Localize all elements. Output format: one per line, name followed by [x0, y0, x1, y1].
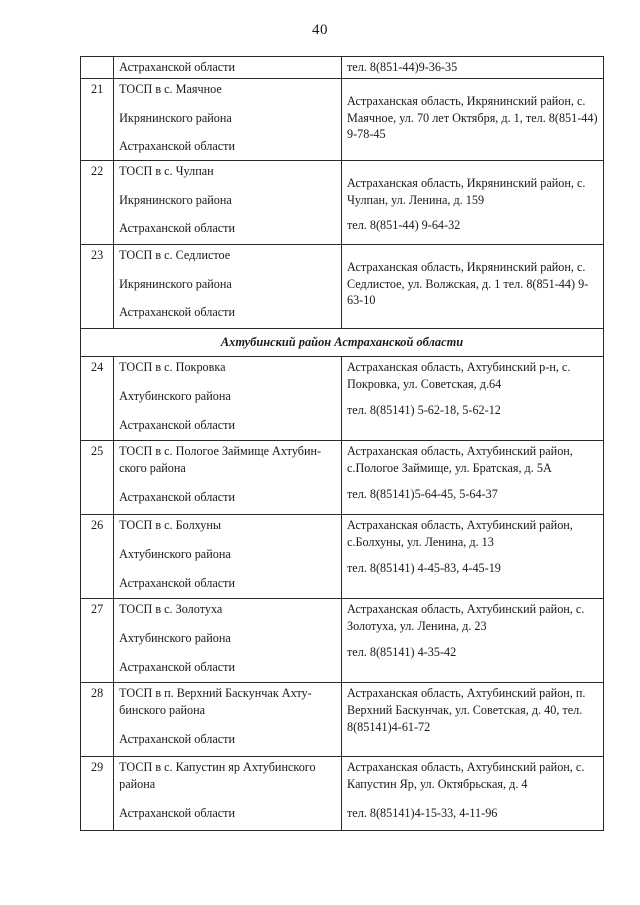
row-name-cell [114, 78, 342, 160]
tosp-registry-table [80, 56, 604, 831]
row-address-cell [341, 440, 603, 514]
row-name-line: Астраханской области [119, 489, 235, 504]
row-address-cell [341, 514, 603, 598]
row-name-cell [114, 598, 342, 682]
row-name-line: Астраханской области [119, 305, 235, 320]
row-phone: тел. 8(85141) 4-45-83, 4-45-19 [346, 560, 501, 575]
table-row [81, 514, 604, 598]
row-name-cell [114, 244, 342, 328]
table-row [81, 682, 604, 756]
page-number: 40 [312, 22, 328, 38]
row-number: 27 [81, 598, 114, 682]
row-name-line: ТОСП в с. Пологое Займище Ахтубин-ского района [119, 443, 322, 475]
row-address: Астраханская область, Ахтубинский район, с. Золотуха, ул. Ленина, д. 23 [346, 601, 585, 633]
table-row [81, 244, 604, 328]
row-phone: тел. 8(851-44) 9-64-32 [346, 218, 461, 233]
row-address: Астраханская область, Ахтубинский район, п. Верхний Баскунчак, ул. Советская, д. 40, тел. 8(85141)4-61-72 [346, 685, 586, 734]
row-name-line: Икрянинского района [119, 192, 232, 207]
row-name-line: ТОСП в с. Покровка [119, 359, 226, 374]
row-address-cell [341, 160, 603, 244]
row-name-cell [114, 682, 342, 756]
row-number: 28 [81, 682, 114, 756]
row-name-cell [114, 356, 342, 440]
row-name-line: ТОСП в с. Золотуха [119, 601, 223, 616]
row-name-line: Ахтубинского района [119, 546, 231, 561]
table-row [81, 160, 604, 244]
row-phone: тел. 8(851-44)9-36-35 [346, 60, 458, 74]
row-phone: тел. 8(85141)4-15-33, 4-11-96 [346, 805, 498, 820]
row-name-line: Астраханской области [119, 139, 235, 154]
row-name-line: Астраханской области [119, 417, 235, 432]
row-name-line: Астраханской области [119, 575, 235, 590]
row-name-cell [114, 440, 342, 514]
row-name-line: Ахтубинского района [119, 388, 231, 403]
row-name-cell [114, 57, 342, 79]
row-address: Астраханская область, Ахтубинский р-н, с. Покровка, ул. Советская, д.64 [346, 359, 571, 391]
row-name-line: Астраханской области [119, 60, 235, 74]
table-row [81, 356, 604, 440]
row-name-line: Икрянинского района [119, 276, 232, 291]
row-number: 26 [81, 514, 114, 598]
table-row [81, 598, 604, 682]
row-address-cell [341, 682, 603, 756]
row-name-line: Астраханской области [119, 731, 235, 746]
row-name-line: ТОСП в с. Капустин яр Ахтубинского района [119, 759, 316, 791]
row-address: Астраханская область, Икрянинский район, с. Седлистое, ул. Волжская, д. 1 тел. 8(851-44) 9-63-10 [346, 259, 589, 308]
row-name-cell [114, 514, 342, 598]
row-name-cell [114, 756, 342, 830]
table-row [81, 78, 604, 160]
row-name-line: Астраханской области [119, 659, 235, 674]
section-title: Ахтубинский район Астраханской области [81, 328, 604, 356]
row-address-cell [341, 756, 603, 830]
row-address: Астраханская область, Ахтубинский район, с.Пологое Займище, ул. Братская, д. 5А [346, 443, 573, 475]
row-phone: тел. 8(85141) 4-35-42 [346, 644, 457, 659]
row-address: Астраханская область, Икрянинский район, с. Чулпан, ул. Ленина, д. 159 [346, 175, 586, 207]
row-name-line: Ахтубинского района [119, 630, 231, 645]
row-name-line: ТОСП в с. Чулпан [119, 163, 214, 178]
row-address: Астраханская область, Ахтубинский район, с. Капустин Яр, ул. Октябрьская, д. 4 [346, 759, 585, 791]
row-number-cell [81, 57, 114, 79]
row-name-line: ТОСП в п. Верхний Баскунчак Ахту-бинского района [119, 685, 312, 717]
row-number: 21 [81, 78, 114, 160]
row-address-cell [341, 598, 603, 682]
table-row [81, 440, 604, 514]
row-number: 22 [81, 160, 114, 244]
row-number: 24 [81, 356, 114, 440]
row-address: Астраханская область, Ахтубинский район, с.Болхуны, ул. Ленина, д. 13 [346, 517, 573, 549]
row-name-line: Астраханской области [119, 805, 235, 820]
row-phone: тел. 8(85141) 5-62-18, 5-62-12 [346, 402, 501, 417]
row-address-cell [341, 244, 603, 328]
row-number: 25 [81, 440, 114, 514]
row-address: Астраханская область, Икрянинский район, с. Маячное, ул. 70 лет Октября, д. 1, тел. 8(851-44) 9-78-45 [346, 93, 598, 142]
row-name-line: ТОСП в с. Седлистое [119, 247, 231, 262]
table-row-continuation [81, 57, 604, 79]
row-number: 23 [81, 244, 114, 328]
row-name-line: ТОСП в с. Маячное [119, 81, 222, 96]
section-header-row [81, 328, 604, 356]
table-row [81, 756, 604, 830]
row-name-line: ТОСП в с. Болхуны [119, 517, 222, 532]
row-number: 29 [81, 756, 114, 830]
row-address-cell [341, 356, 603, 440]
row-address-cell [341, 57, 603, 79]
row-address-cell [341, 78, 603, 160]
row-phone: тел. 8(85141)5-64-45, 5-64-37 [346, 486, 498, 501]
row-name-line: Икрянинского района [119, 110, 232, 125]
row-name-line: Астраханской области [119, 221, 235, 236]
row-name-cell [114, 160, 342, 244]
